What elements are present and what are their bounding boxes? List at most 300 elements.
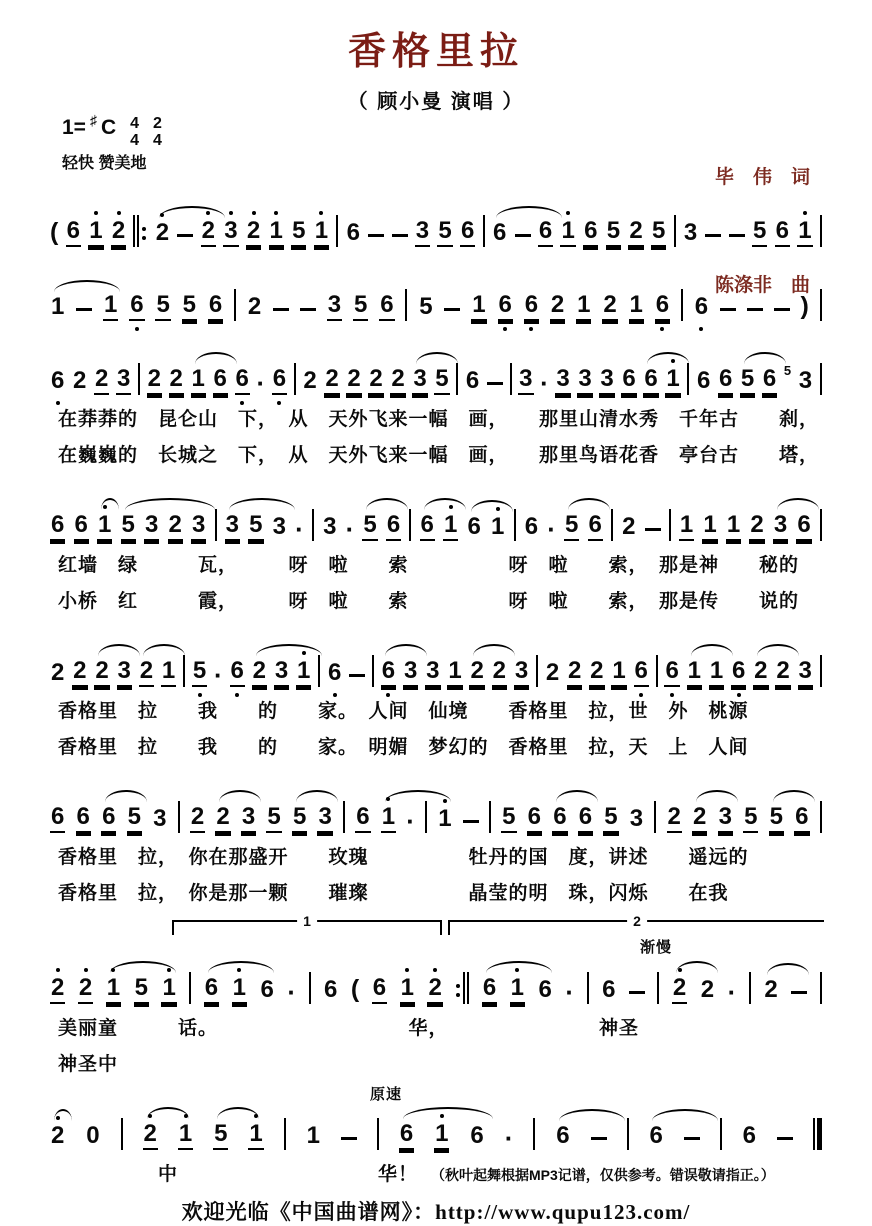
note-number: 6	[74, 513, 89, 541]
note	[418, 295, 433, 321]
note-number: 6	[51, 367, 65, 394]
note	[465, 369, 480, 395]
barline	[669, 509, 671, 541]
note-number: 2	[749, 513, 764, 541]
note	[576, 293, 591, 321]
note-number: 5	[740, 367, 755, 395]
note	[101, 805, 116, 833]
note	[152, 807, 167, 833]
tempo-change-label: 原速	[370, 1086, 403, 1103]
note-number: 2	[201, 219, 216, 247]
time-signature-2-numerator: 2	[153, 115, 162, 132]
note-number: 1	[629, 293, 644, 321]
note	[121, 513, 136, 541]
note	[85, 1124, 100, 1150]
note	[524, 293, 539, 321]
note-number: 2	[550, 293, 565, 321]
note-number: 2	[111, 219, 126, 247]
lyrics-line: 在莽莽的 昆仑山 下， 从 天外飞来一幅 画， 那里山清水秀 千年古 刹，	[58, 409, 820, 430]
note-number: 1	[726, 513, 741, 541]
lyrics-line: 小桥 红 霞， 呀 啦 索 呀 啦 索， 那是传 说的	[58, 591, 800, 612]
subtitle: （ 顾小曼 演唱 ）	[347, 91, 525, 113]
repeat-dot	[456, 993, 460, 997]
note	[379, 293, 394, 321]
note-number: 3	[191, 513, 206, 541]
note	[381, 805, 396, 833]
duration-dash	[341, 1137, 357, 1140]
note-number: 5	[752, 219, 767, 247]
duration-dash	[705, 234, 721, 237]
note-number: 3	[274, 659, 289, 687]
note	[386, 513, 401, 541]
lyrics-line: 神圣中	[58, 1054, 119, 1075]
note	[550, 293, 565, 321]
note	[412, 367, 427, 395]
note-number: 3	[225, 513, 240, 541]
note-number: 1	[106, 976, 121, 1004]
time-signature-2-denominator: 4	[153, 131, 162, 149]
note-number: 1	[400, 976, 415, 1004]
note	[372, 976, 387, 1004]
note-number: 6	[498, 293, 513, 321]
note	[718, 367, 733, 395]
barline	[536, 655, 538, 687]
note-number: 6	[718, 367, 733, 395]
note	[191, 367, 206, 395]
note-number: 6	[527, 805, 542, 833]
note-number: 6	[381, 659, 396, 687]
barline	[489, 801, 491, 833]
octave-dot-high	[515, 968, 519, 972]
slur-arc	[676, 961, 718, 973]
octave-dot-high	[319, 211, 323, 215]
duration-dash	[515, 234, 531, 237]
barline	[425, 801, 427, 833]
note-number: 2	[147, 367, 162, 395]
note	[94, 367, 109, 395]
note	[72, 369, 87, 395]
note-number: 6	[742, 1122, 756, 1149]
duration-dash	[774, 308, 790, 311]
note-number: 1	[443, 513, 458, 541]
note-number: 1	[438, 805, 452, 832]
note-number: 3	[425, 659, 440, 687]
note	[742, 1124, 757, 1150]
note-number: 3	[518, 367, 533, 395]
note	[611, 659, 626, 687]
note	[490, 515, 505, 541]
duration-dash	[273, 308, 289, 311]
note-number: 1	[510, 976, 525, 1004]
barline	[405, 289, 407, 321]
note-number: 6	[230, 659, 245, 687]
note-number: 6	[355, 805, 370, 833]
note-number: 3	[403, 659, 418, 687]
note-number: 6	[538, 976, 552, 1003]
note-number: 1	[161, 659, 176, 687]
note	[127, 805, 142, 833]
note	[434, 367, 449, 395]
key-prefix: 1=	[62, 116, 86, 139]
slur-arc	[125, 498, 215, 510]
phrase-paren: (	[50, 218, 59, 247]
barline	[312, 509, 314, 541]
repeat-dots	[456, 984, 460, 997]
time-signature-2	[153, 116, 162, 150]
time-signature-1	[130, 116, 139, 150]
note	[648, 1124, 663, 1150]
note-number: 5	[564, 513, 579, 541]
octave-dot-high	[671, 359, 675, 363]
note-number: 3	[272, 513, 286, 540]
note-number: 6	[664, 659, 679, 687]
octave-dot-high	[117, 211, 121, 215]
final-barline	[813, 1118, 822, 1150]
note-number: 6	[794, 805, 809, 833]
barline	[309, 972, 311, 1004]
lyrics-line: 在巍巍的 长城之 下， 从 天外飞来一幅 画， 那里鸟语花香 亭台古 塔，	[58, 445, 820, 466]
octave-dot-low	[198, 693, 202, 697]
note	[601, 978, 616, 1004]
slur-arc	[54, 1109, 72, 1121]
note	[482, 976, 497, 1004]
note	[215, 805, 230, 833]
note-number: 2	[427, 976, 442, 1004]
note-number: 1	[702, 513, 717, 541]
slur-arc	[652, 1109, 718, 1121]
note-number: 2	[764, 976, 778, 1003]
note-number: 1	[269, 219, 284, 247]
key-note: C	[100, 116, 117, 139]
duration-dash	[349, 674, 365, 677]
note	[272, 515, 287, 541]
octave-dot-high	[405, 968, 409, 972]
note	[415, 219, 430, 247]
note-number: 5	[437, 219, 452, 247]
note	[471, 293, 486, 321]
note-number: 6	[775, 219, 790, 247]
music-line	[50, 622, 822, 690]
note	[460, 219, 475, 247]
note-number: 1	[88, 219, 103, 247]
note-number: 1	[296, 659, 311, 687]
note-number: 2	[72, 659, 87, 687]
repeat-dot	[142, 227, 146, 231]
note	[634, 659, 649, 687]
note-number: 6	[50, 805, 65, 833]
note	[178, 1122, 193, 1150]
note-number: 6	[524, 293, 539, 321]
octave-dot-high	[566, 211, 570, 215]
note	[696, 369, 711, 395]
barline	[820, 509, 822, 541]
note-number: 1	[381, 805, 396, 833]
note-number: 6	[643, 367, 658, 395]
score-line-block	[50, 1085, 822, 1186]
note	[602, 293, 617, 321]
note-number: 6	[655, 293, 670, 321]
lyricist-credit: 毕 伟 词	[714, 167, 810, 189]
note	[161, 659, 176, 687]
note-number: 2	[622, 513, 636, 540]
note	[353, 293, 368, 321]
note-number: 6	[204, 976, 219, 1004]
slur-arc	[219, 790, 261, 802]
note	[687, 659, 702, 687]
note	[274, 659, 289, 687]
note-number: 3	[317, 805, 332, 833]
duration-dash	[629, 991, 645, 994]
barline	[377, 1118, 379, 1150]
barline	[137, 215, 139, 247]
note	[621, 515, 636, 541]
note	[269, 219, 284, 247]
remark-note: （秋叶起舞根据MP3记谱，仅供参考。错误敬请指正。）	[438, 1167, 775, 1183]
note-number: 1	[97, 513, 112, 541]
slur-arc	[471, 500, 513, 512]
barline	[656, 655, 658, 687]
note-number: 2	[155, 219, 170, 246]
note-number: 6	[696, 367, 711, 394]
note	[399, 1122, 414, 1150]
note-number: 6	[272, 367, 287, 395]
note-number: 3	[323, 513, 337, 540]
music-line	[50, 476, 822, 544]
octave-dot-high	[167, 968, 171, 972]
note	[702, 513, 717, 541]
note	[381, 659, 396, 687]
note	[306, 1124, 321, 1150]
slur-arc	[217, 1107, 259, 1119]
note	[775, 219, 790, 247]
note-number: 2	[139, 659, 154, 687]
repeat-dot	[456, 984, 460, 988]
note	[583, 219, 598, 247]
lyrics-line: 香格里 拉 我 的 家。 人间 仙境 香格里 拉，世 外 桃源	[58, 701, 749, 722]
note	[752, 219, 767, 247]
barline	[234, 289, 236, 321]
note	[794, 805, 809, 833]
note-number: 6	[556, 1122, 570, 1149]
note-number: 3	[514, 659, 529, 687]
barline	[587, 972, 589, 1004]
augmentation-dot: ·	[287, 976, 297, 1007]
note	[552, 805, 567, 833]
barline	[681, 289, 683, 321]
note-number: 6	[578, 805, 593, 833]
barline	[749, 972, 751, 1004]
note-number: 3	[629, 805, 644, 832]
note	[106, 976, 121, 1004]
note-number: 6	[379, 293, 394, 321]
barline	[318, 655, 320, 687]
note-number: 5	[213, 1122, 228, 1150]
sharp-sign: ♯	[89, 112, 97, 128]
note-number: 5	[127, 805, 142, 833]
note	[50, 295, 65, 321]
slur-arc	[195, 352, 237, 364]
note	[709, 659, 724, 687]
octave-dot-low	[737, 693, 741, 697]
note-number: 2	[51, 1122, 65, 1149]
note-number: 2	[492, 659, 507, 687]
score-line-block	[50, 182, 822, 247]
duration-dash	[747, 308, 763, 311]
note	[139, 659, 154, 687]
note-number: 5	[501, 805, 516, 833]
note-number: 6	[467, 513, 481, 540]
note-number: 6	[324, 976, 338, 1003]
octave-dot-low	[333, 693, 337, 697]
note	[390, 367, 405, 395]
score-line-block	[50, 768, 822, 905]
tempo-change-label: 渐慢	[640, 939, 673, 956]
note-number: 5	[182, 293, 197, 321]
note-number: 5	[606, 219, 621, 247]
note	[94, 659, 109, 687]
barline	[467, 972, 469, 1004]
note	[763, 978, 778, 1004]
note	[467, 515, 482, 541]
repeat-dot	[142, 236, 146, 240]
slur-arc	[559, 1109, 625, 1121]
phrase-paren: )	[800, 292, 809, 321]
slur-arc	[777, 498, 819, 510]
slur-arc	[696, 790, 738, 802]
note	[589, 659, 604, 687]
note	[798, 659, 813, 687]
slur-arc	[385, 644, 427, 656]
note	[437, 807, 452, 833]
barline	[336, 215, 338, 247]
note-number: 2	[589, 659, 604, 687]
note	[204, 976, 219, 1004]
note	[192, 659, 207, 687]
note	[731, 659, 746, 687]
note-number: 1	[447, 659, 462, 687]
note-number: 5	[434, 367, 449, 395]
note	[74, 513, 89, 541]
note	[88, 219, 103, 247]
score-line-block	[50, 330, 822, 467]
note-number: 6	[208, 293, 223, 321]
repeat-start-barline	[133, 215, 147, 247]
slur-arc	[101, 498, 119, 510]
note	[629, 293, 644, 321]
slur-arc	[496, 206, 562, 218]
slur-arc	[366, 498, 408, 510]
barline	[817, 1118, 822, 1150]
lyrics-line: 红墙 绿 瓦， 呀 啦 索 呀 啦 索， 那是神 秘的	[58, 555, 800, 576]
note-number: 6	[492, 219, 507, 246]
score-line-block	[50, 256, 822, 321]
octave-dot-high	[443, 799, 447, 803]
note-number: 2	[692, 805, 707, 833]
duration-dash	[177, 234, 193, 237]
slur-arc	[556, 790, 598, 802]
note	[469, 1124, 484, 1150]
note-number: 5	[292, 805, 307, 833]
barline	[611, 509, 613, 541]
note	[291, 219, 306, 247]
note	[749, 513, 764, 541]
phrase-paren: (	[350, 975, 360, 1004]
slur-arc	[143, 644, 185, 656]
note	[169, 367, 184, 395]
barline	[820, 655, 822, 687]
note	[518, 367, 533, 395]
note	[773, 513, 788, 541]
note	[694, 295, 709, 321]
note	[50, 1124, 65, 1150]
note	[182, 293, 197, 321]
note-number: 3	[144, 513, 159, 541]
octave-dot-low	[240, 401, 244, 405]
note	[524, 515, 539, 541]
barline	[820, 363, 822, 395]
note	[667, 805, 682, 833]
note-number: 6	[50, 513, 65, 541]
note-number: 6	[796, 513, 811, 541]
note	[588, 513, 603, 541]
note-number: 6	[470, 1122, 484, 1149]
note	[272, 367, 287, 395]
octave-dot-high	[206, 211, 210, 215]
note	[434, 1122, 449, 1150]
note-number: 2	[545, 659, 560, 686]
slur-arc	[296, 790, 338, 802]
note-number: 5	[419, 293, 433, 320]
note-number: 2	[72, 367, 87, 394]
note-number: 1	[103, 293, 118, 321]
octave-dot-high	[56, 968, 60, 972]
octave-dot-low	[386, 693, 390, 697]
note-number: 6	[76, 805, 91, 833]
note	[191, 513, 206, 541]
note	[555, 367, 570, 395]
note	[76, 805, 91, 833]
note-number: 6	[602, 976, 616, 1003]
augmentation-dot: ·	[406, 805, 415, 836]
note	[498, 293, 513, 321]
note	[213, 1122, 228, 1150]
barline	[820, 972, 822, 1004]
barline	[813, 1118, 815, 1150]
barline	[284, 1118, 286, 1150]
note-number: 2	[303, 367, 317, 394]
slur-arc	[757, 644, 799, 656]
note-number: 6	[465, 367, 480, 394]
note	[400, 976, 415, 1004]
note-number: 2	[700, 976, 715, 1003]
slur-arc	[424, 498, 466, 510]
barline	[820, 215, 822, 247]
note	[643, 367, 658, 395]
note	[213, 367, 228, 395]
barline	[372, 655, 374, 687]
note	[501, 805, 516, 833]
barline	[514, 509, 516, 541]
note	[469, 659, 484, 687]
barline	[409, 509, 411, 541]
note-number: 1	[306, 1122, 321, 1149]
note	[317, 805, 332, 833]
note-number: 6	[621, 367, 636, 395]
note-number: 6	[101, 805, 116, 833]
note	[545, 661, 560, 687]
note	[628, 219, 643, 247]
note	[346, 221, 361, 247]
